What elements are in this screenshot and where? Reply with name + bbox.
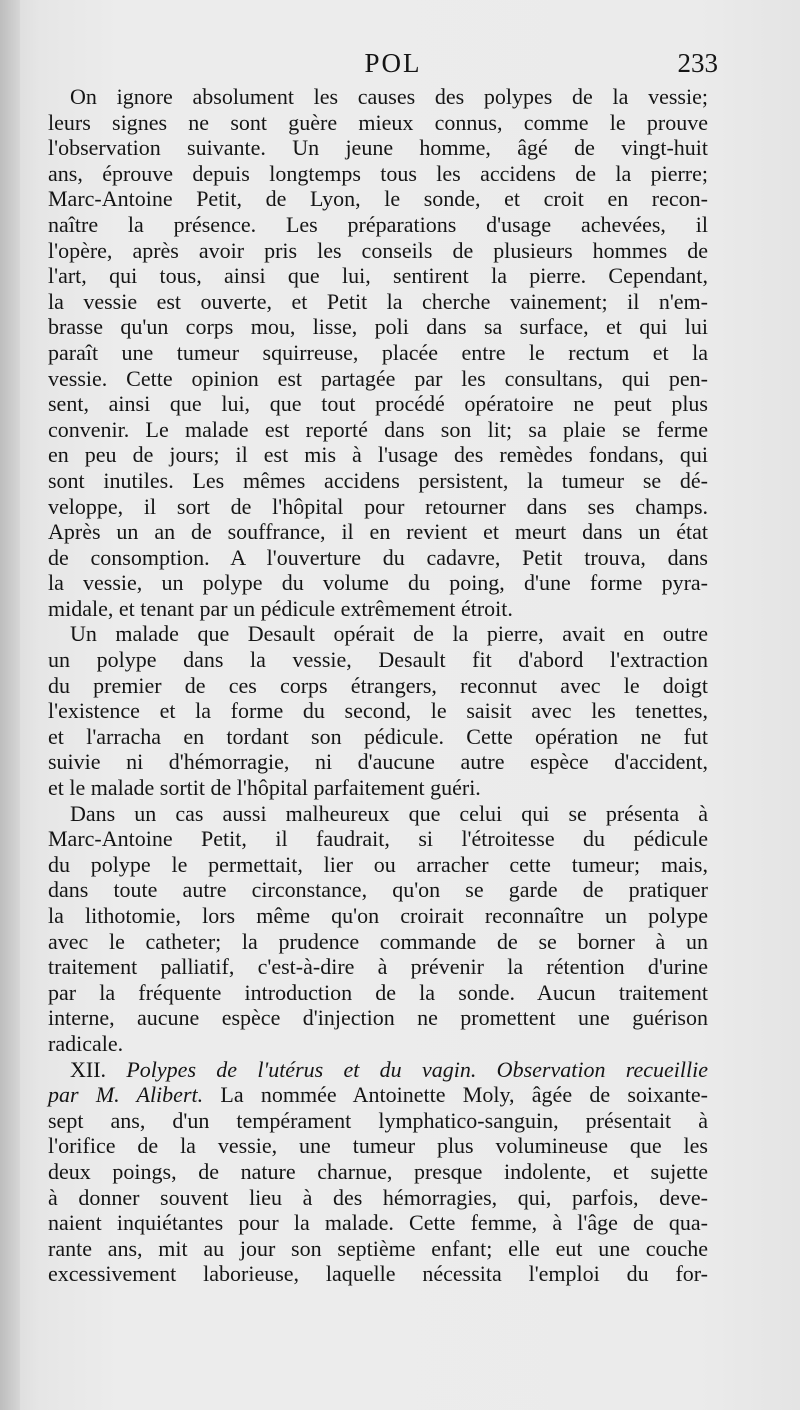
text-line: l'existence et la forme du second, le saisit avec les tenettes, [48, 698, 708, 724]
text-line: leurs signes ne sont guère mieux connus, comme le prouve [48, 109, 708, 135]
text-line: paraît une tumeur squirreuse, placée entre le rectum et la [48, 339, 708, 365]
text-line: du polype le permettait, lier ou arracher cette tumeur; mais, [48, 851, 708, 877]
text-line: la vessie, un polype du volume du poing, d'une forme pyra- [48, 570, 708, 596]
text-line: naient inquiétantes pour la malade. Cette femme, à l'âge de qua- [48, 1210, 708, 1236]
text-line: en peu de jours; il est mis à l'usage des remèdes fondans, qui [48, 442, 708, 468]
paragraph [48, 84, 708, 621]
text-line: vessie. Cette opinion est partagée par les consultans, qui pen- [48, 365, 708, 391]
page-number: 233 [677, 48, 718, 78]
text-line: la lithotomie, lors même qu'on croirait reconnaître un polype [48, 903, 708, 928]
section-title-author: par M. Alibert. [48, 1082, 204, 1108]
text-line: veloppe, il sort de l'hôpital pour retourner dans ses champs. [48, 493, 708, 519]
text-line: et l'arracha en tordant son pédicule. Cette opération ne fut [48, 723, 708, 749]
text-line: traitement palliatif, c'est-à-dire à prévenir la rétention d'urine [48, 954, 708, 980]
text-line: un polype dans la vessie, Desault fit d'abord l'extraction [48, 647, 708, 673]
paragraph [48, 801, 708, 1057]
text-line: deux poings, de nature charnue, presque indolente, et sujette [48, 1158, 708, 1184]
body-text [48, 84, 708, 1287]
section-xii [48, 1057, 708, 1287]
page-gutter-shadow [0, 0, 20, 1410]
section-title: Polypes de l'utérus et du vagin. Observation recueillie [126, 1056, 709, 1082]
text-line: Un malade que Desault opérait de la pierre, avait en outre [70, 621, 708, 647]
text-line: l'opère, après avoir pris les conseils de plusieurs hommes de [48, 237, 708, 263]
section-heading-line [48, 1057, 708, 1083]
text-line: l'observation suivante. Un jeune homme, âgé de vingt-huit [48, 135, 708, 161]
text-line: Marc-Antoine Petit, il faudrait, si l'étroitesse du pédicule [48, 826, 708, 852]
section-heading-line [48, 1082, 708, 1108]
text-line: dans toute autre circonstance, qu'on se garde de pratiquer [48, 877, 708, 903]
text-line: avec le catheter; la prudence commande de se borner à un [48, 928, 708, 954]
text-line: rante ans, mit au jour son septième enfant; elle eut une couche [48, 1235, 708, 1261]
text-line: par la fréquente introduction de la sonde. Aucun traitement [48, 979, 708, 1005]
section-number: XII. [70, 1056, 107, 1082]
text-line: Marc-Antoine Petit, de Lyon, le sonde, et croit en recon- [48, 186, 708, 212]
text-line: brasse qu'un corps mou, lisse, poli dans sa surface, et qui lui [48, 314, 708, 340]
text-line: ans, éprouve depuis longtemps tous les accidens de la pierre; [48, 160, 708, 186]
section-text: La nommée Antoinette Moly, âgée de soixante- [220, 1082, 709, 1108]
text-line: convenir. Le malade est reporté dans son lit; sa plaie se ferme [48, 416, 708, 442]
text-line: sept ans, d'un tempérament lymphatico-sanguin, présentait à [48, 1107, 708, 1133]
text-line: sent, ainsi que lui, que tout procédé opératoire ne peut plus [48, 391, 708, 417]
text-line: Dans un cas aussi malheureux que celui qui se présenta à [70, 800, 708, 826]
text-line: suivie ni d'hémorragie, ni d'aucune autre espèce d'accident, [48, 749, 708, 775]
text-line: sont inutiles. Les mêmes accidens persistent, la tumeur se dé- [48, 467, 708, 493]
text-line: naître la présence. Les préparations d'usage achevées, il [48, 211, 708, 237]
text-line: du premier de ces corps étrangers, reconnut avec le doigt [48, 672, 708, 698]
text-line: midale, et tenant par un pédicule extrêmement étroit. [48, 595, 513, 621]
text-line: l'art, qui tous, ainsi que lui, sentirent la pierre. Cependant, [48, 263, 708, 289]
text-line: et le malade sortit de l'hôpital parfaitement guéri. [48, 775, 481, 801]
running-head: POL [364, 48, 422, 78]
text-line: excessivement laborieuse, laquelle nécessita l'emploi du for- [48, 1261, 708, 1287]
paragraph [48, 621, 708, 800]
text-line: interne, aucune espèce d'injection ne promettent une guérison [48, 1005, 708, 1031]
text-line: radicale. [48, 1030, 124, 1056]
page-header [48, 48, 718, 84]
text-line: On ignore absolument les causes des polypes de la vessie; [70, 84, 708, 109]
text-line: l'orifice de la vessie, une tumeur plus volumineuse que les [48, 1133, 708, 1159]
text-line: à donner souvent lieu à des hémorragies, qui, parfois, deve- [48, 1184, 708, 1210]
text-line: de consomption. A l'ouverture du cadavre, Petit trouva, dans [48, 544, 708, 570]
text-line: Après un an de souffrance, il en revient et meurt dans un état [48, 519, 708, 545]
text-line: la vessie est ouverte, et Petit la cherche vainement; il n'em- [48, 288, 708, 314]
